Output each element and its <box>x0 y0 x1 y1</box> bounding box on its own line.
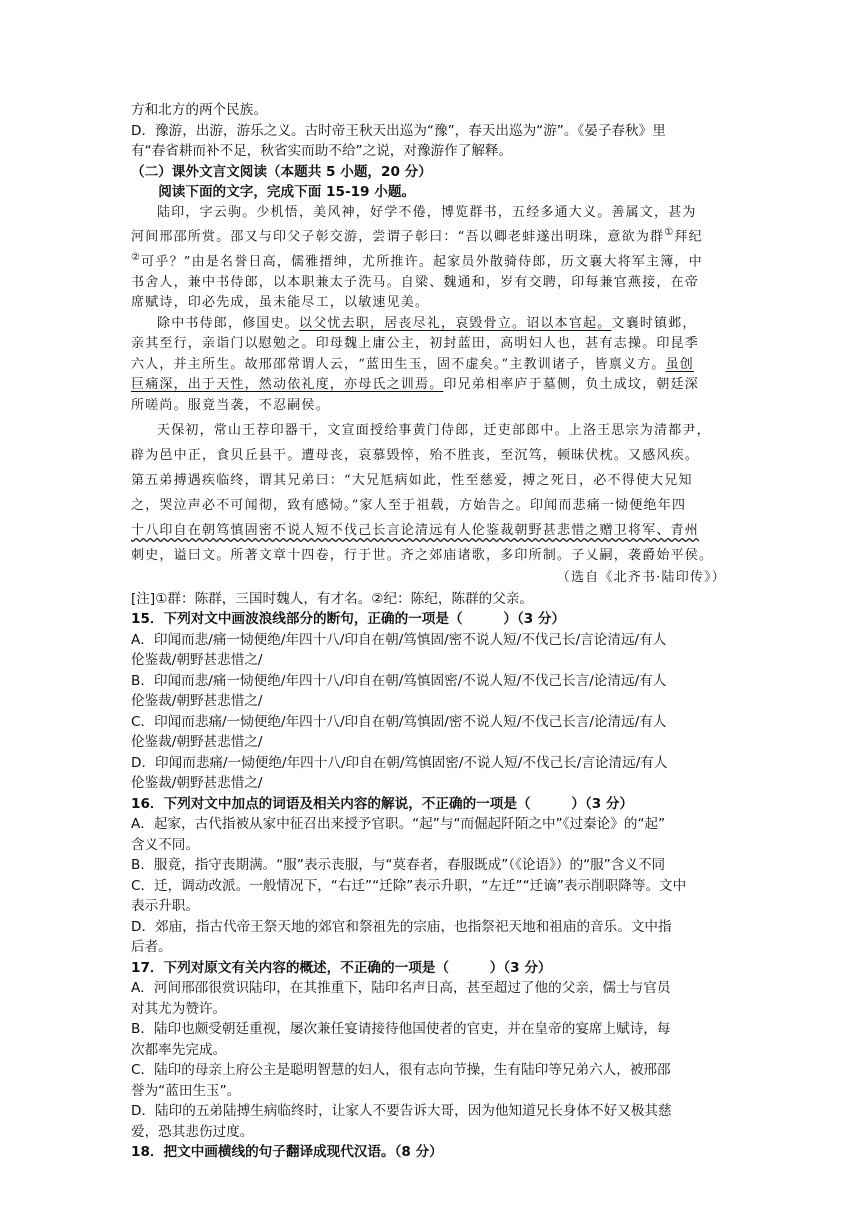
q15-option-b: B．印闻而悲/痛一恸便绝/年四十八/印自在朝/笃慎固密/不说人短/不伐己长言/论清远/有人 <box>131 672 667 689</box>
q16-option-a-cont: 含义不同。 <box>131 836 199 853</box>
passage-p3-line3: 第五弟搏遇疾临终，谓其兄弟曰：“大兄尪病如此，性至慈爱，搏之死日，必不得使大兄知 <box>131 473 693 489</box>
q17-option-a: A．河间邢邵很赏识陆印，在其推重下，陆印名声日高，甚至超过了他的父亲，儒士与官员 <box>131 980 671 997</box>
passage-text: 除中书侍郎，修国史。 <box>157 315 300 331</box>
q16-option-c-cont: 表示升职。 <box>131 898 199 915</box>
note-marker-1: ① <box>664 227 675 238</box>
q17-option-c-cont: 誉为“蓝田生玉”。 <box>131 1082 241 1099</box>
q17-option-d-cont: 爱，恐其悲伤过度。 <box>131 1123 254 1140</box>
passage-p1-line1: 陆印，字云驹。少机悟，美风神，好学不倦，博览群书，五经多通大义。善属文，甚为 <box>157 204 697 220</box>
q15-option-c-cont: 伦鉴裁/朝野甚悲惜之/ <box>131 734 263 751</box>
passage-p1-line2 <box>131 223 734 248</box>
q15-option-b-cont: 伦鉴裁/朝野甚悲惜之/ <box>131 693 263 710</box>
underlined-sentence-1: 以父忧去职，居丧尽礼，哀毁骨立。诏以本官起。 <box>299 315 612 331</box>
q16-option-b: B．服竟，指守丧期满。“服”表示丧服，与“莫春者，春服既成”（《论语》）的“服”含义不同 <box>131 857 666 874</box>
passage-text: 拜纪 <box>674 229 703 245</box>
section-instruction: 阅读下面的文字，完成下面 15-19 小题。 <box>158 184 416 200</box>
q15-option-a: A．印闻而悲/痛一恸便绝/年四十八/印自在朝/笃慎固/密不说人短/不伐己长/言论清远/有人 <box>131 631 667 648</box>
passage-p2-line2: 亲其至行，亲诣门以慰勉之。印母魏上庸公主，初封蓝田，高明妇人也，甚有志操。印昆季 <box>131 336 700 352</box>
passage-p2-line1 <box>131 314 734 335</box>
q16-option-d-cont: 后者。 <box>131 939 172 956</box>
passage-p2-line4 <box>131 375 734 396</box>
passage-p1-line4: 书舍人，兼中书侍郎，以本职兼太子洗马。自梁、魏通和，岁有交聘，印每兼官燕接，在帝 <box>131 274 700 290</box>
passage-p3-line2: 辟为邑中正，食贝丘县干。遭母丧，哀慕毁悴，殆不胜丧，至沉笃，顿昧伏枕。又感风疾。 <box>131 448 700 464</box>
q16-option-c: C．迁，调动改派。一般情况下，“右迁”“迁除”表示升职，“左迁”“迁谪”表示削职降等。文中 <box>131 877 687 894</box>
q16-option-d: D．郊庙，指古代帝王祭天地的郊官和祭祖先的宗庙，也指祭祀天地和祖庙的音乐。文中指 <box>131 918 672 935</box>
passage-p3-line1: 天保初，常山王荐印器干，文宣面授给事黄门侍郎，迁吏部郎中。上洛王思宗为清都尹， <box>157 423 711 439</box>
question-15-stem: 15．下列对文中画波浪线部分的断句，正确的一项是（ ）（3 分） <box>131 611 566 628</box>
passage-source: （选自《北齐书·陆印传》） <box>556 570 726 586</box>
intro-line-1: 方和北方的两个民族。 <box>131 102 267 118</box>
passage-p3-line6: 刺史，谥曰文。所著文章十四卷，行于世。齐之郊庙诸歌，多印所制。子乂嗣，袭爵始平侯。 <box>131 548 714 564</box>
question-16-stem: 16．下列对文中加点的词语及相关内容的解说，不正确的一项是（ ）（3 分） <box>131 795 634 812</box>
q15-option-d-cont: 伦鉴裁/朝野甚悲惜之/ <box>131 775 263 792</box>
underlined-sentence-2-start: 虽创 <box>665 356 694 372</box>
q17-option-a-cont: 对其尤为赞许。 <box>131 1000 227 1017</box>
passage-p1-line5: 席赋诗，印必先成，虽未能尽工，以敏速见美。 <box>131 295 430 311</box>
q17-option-b: B．陆印也颇受朝廷重视，屡次兼任宴请接待他国使者的官吏，并在皇帝的宴席上赋诗，每 <box>131 1021 671 1038</box>
underlined-sentence-2-end: 巨痛深，出于天性，然动依礼度，亦母氏之训焉。 <box>131 377 444 393</box>
intro-option-d: D．豫游，出游，游乐之义。古时帝王秋天出巡为“豫”，春天出巡为“游”。《晏子春秋》里 <box>131 122 666 139</box>
passage-text: 可乎？”由是名誉日高，儒雅搢绅，尤所推许。起家员外散骑侍郎，历文襄大将军主簿，中 <box>141 254 703 270</box>
passage-p3-line4 <box>131 493 734 518</box>
passage-text: 河间邢邵所赏。邵又与印父子彰交游，尝谓子彰曰：“吾以卿老蚌遂出明珠，意欲为群 <box>131 229 665 245</box>
intro-option-d-cont: 有“春省耕而补不足，秋省实而助不给”之说，对豫游作了解释。 <box>131 143 513 159</box>
wavy-underlined-passage: 十八印自在朝笃慎固密不说人短不伐己长言论清远有人伦鉴裁朝野甚悲惜之赠卫将军、青州 <box>131 523 700 539</box>
q17-option-c: C．陆印的母亲上府公主是聪明智慧的妇人，很有志向节操，生有陆印等兄弟六人，被邢邵 <box>131 1062 671 1079</box>
passage-p1-line3 <box>131 248 734 273</box>
passage <box>131 203 734 589</box>
passage-text: 印兄弟相率庐于墓侧，负土成坟，朝廷深 <box>443 377 700 393</box>
question-17-stem: 17．下列对原文有关内容的概述，不正确的一项是（ ）（3 分） <box>131 959 552 976</box>
passage-text: 文襄时镇邺， <box>611 315 697 331</box>
passage-p2-line5: 所嗟尚。服竟当袭，不忍嗣侯。 <box>131 397 330 413</box>
passage-p2-line3 <box>131 355 734 376</box>
q16-option-a: A．起家，古代指被从家中征召出来授予官职。“起”与“而倔起阡陌之中”《过秦论》的“起” <box>131 816 666 833</box>
section-heading: （二）课外文言文阅读（本题共 5 小题，20 分） <box>131 163 432 180</box>
q15-option-a-cont: 伦鉴裁/朝野甚悲惜之/ <box>131 652 263 669</box>
q17-option-d: D．陆印的五弟陆搏生病临终时，让家人不要告诉大哥，因为他知道兄长身体不好又极其慈 <box>131 1103 672 1120</box>
passage-text: 六人，并主所生。故邢邵常谓人云，“蓝田生玉，固不虚矣。”主教训诸子，皆禀义方。 <box>131 356 666 372</box>
annotation-notes: [注]①群：陈群，三国时魏人，有才名。②纪：陈纪，陈群的父亲。 <box>131 590 534 607</box>
q17-option-b-cont: 次都率先完成。 <box>131 1041 227 1058</box>
note-marker-2: ② <box>131 251 142 263</box>
question-18-stem: 18．把文中画横线的句子翻译成现代汉语。（8 分） <box>131 1144 443 1161</box>
q15-option-c: C．印闻而悲痛/一恸便绝/年四十八/印自在朝/笃慎固/密不说人短/不伐己长言/论清远/有人 <box>131 713 667 730</box>
q15-option-d: D．印闻而悲痛/一恸便绝/年四十八/印自在朝/笃慎固密/不说人短/不伐己长/言论清远/有人 <box>131 754 668 771</box>
passage-text: 之，哭泣声必不可闻彻，致有感恸。”家人至于祖载，方始告之。印闻而悲痛一恸便绝年四 <box>131 498 687 514</box>
